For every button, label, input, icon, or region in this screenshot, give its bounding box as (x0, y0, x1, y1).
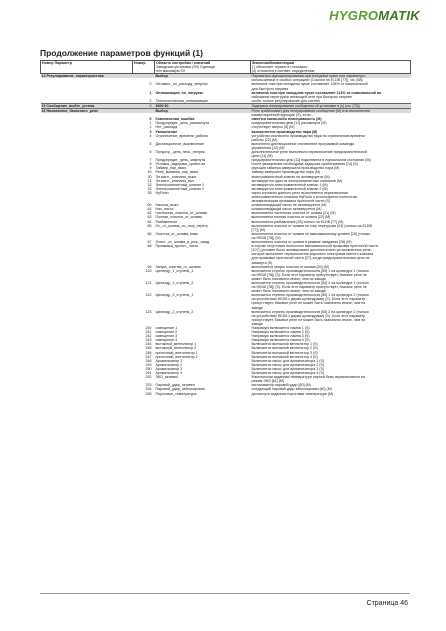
number-cell: 60 (147, 203, 152, 208)
number-cell: 4 (149, 133, 152, 138)
value-cell: Выбор (155, 109, 251, 114)
comment-cell: Включается насос для ароматизатора 1 (S) (251, 358, 325, 363)
comment-cell: для промывки проточной части [27], когда предохранительная цепь не (251, 256, 370, 261)
value-cell: освещение 4 (155, 338, 178, 343)
page-number: Страница 46 (366, 600, 408, 607)
value-cell: Электромагнитный_клапан 1 (155, 182, 204, 187)
comment-cell: отсутствует запрос [5] (М) (251, 125, 295, 130)
footer-divider (40, 593, 410, 594)
number-cell: 1 (149, 90, 152, 95)
number-cell: 31 (147, 178, 152, 183)
hygromatik-logo: HYGROMATIK (329, 8, 420, 23)
comment-cell: выполняется очистка от шлама по току перегрузки [24] (только на ELDB (251, 223, 372, 228)
value-cell: Пороговое_температура (155, 391, 197, 396)
comment-cell: автоматическая промывка проточной части (S) (251, 199, 331, 204)
value-cell: Запуск_очистки_от_шлама (155, 264, 201, 269)
number-cell: 253 (145, 383, 152, 388)
value-cell: Цилиндр_2_ступень_1 (155, 293, 194, 298)
value-cell: Оптимизация_по_нагрузке (155, 90, 204, 95)
value-cell: Электромагнитный_клапан 2 (155, 186, 204, 191)
number-cell: 252 (145, 375, 152, 380)
value-cell: Предохр._цепь_неск._непрек. (155, 149, 206, 154)
number-cell: 8 (149, 162, 152, 167)
number-cell: 245 (145, 346, 152, 351)
value-cell: Цилиндр_2_ступень_2 (155, 309, 194, 314)
comment-cell: величина тока при холодном пуске составляет 113% от номинальной во (251, 90, 382, 95)
comment-cell: присутствует, базовое реле не может быть назначено иначе, чем на (251, 301, 366, 306)
number-cell: 7 (149, 158, 152, 163)
comment-cell: выполняется очистка от шлама по максимальному уровню [25] (только (251, 231, 371, 236)
value-cell: Эл.магн._клапаны_вкл. (155, 178, 195, 183)
comment-cell: выполняется производство пара (М) (251, 129, 318, 134)
value-cell: Цилиндр_1_ступень_1 (155, 268, 194, 273)
number-cell: 66 (147, 231, 152, 236)
comment-cell: Напрямую включается лампа 1 (S) (251, 326, 310, 330)
parameter-table (40, 60, 411, 396)
page-title: Продолжение параметров функций (1) (40, 48, 203, 58)
param-cell: 15 Сообщение_выбег_устана. (41, 103, 133, 108)
value-cell: Условия_задержки_сработ-ки (155, 162, 206, 167)
number-cell: 69 (147, 264, 152, 269)
number-cell: 123 (145, 309, 152, 314)
comment-cell: выполняется полная очистка от шлама [22] (М) (251, 215, 331, 220)
comment-cell: активируется электромагнитный клапан 1 (М) (251, 182, 328, 187)
value-cell: Эл.магн._клапаны_выкл. (155, 174, 198, 179)
comment-cell: включается ступень производительности [60] 2 на цилиндре 1 (только (251, 280, 369, 285)
number-cell: 122 (145, 293, 152, 298)
comment-cell: [77]) (М) (251, 227, 266, 232)
comment-cell: Включается насос для ароматизатора 4 (S) (251, 371, 325, 376)
number-cell: 0 (149, 82, 152, 87)
value-cell: HyFlush (155, 190, 169, 195)
value-cell: Ограничение_времени_работы (155, 133, 209, 138)
value-cell: Предупредит._цепь_замкнута (155, 158, 206, 163)
comment-cell: замкнута (S) (251, 260, 273, 265)
comment-cell: Включается насос для ароматизатора 3 (S) (251, 366, 325, 371)
comment-cell: Фактическая заданная температура парной бани переключается на (251, 375, 366, 380)
value-cell: Таймер_пар_выкл. (155, 166, 188, 171)
value-cell: Очист._от_шлама_в_реж._ожид. (155, 240, 210, 245)
number-cell: 2 (149, 125, 152, 130)
comment-cell: может быть назначено иначе, чем на заводе (251, 289, 326, 294)
comment-cell: работы [22] (М) (251, 137, 278, 142)
number-cell: 247 (145, 354, 152, 359)
value-cell: освещение 2 (155, 330, 178, 335)
value-cell: Выбор (155, 74, 251, 79)
value-cell: Ароматизатор 3 (155, 366, 183, 371)
comment-cell: Включается вытяжной вентилятор 1 (S) (251, 342, 318, 347)
number-cell: 64 (147, 219, 152, 224)
number-cell: 67 (147, 240, 152, 245)
header-comment: Значения/Комментарии [ ] объясняет термин в глоссарии (z) относится к соответ. определению (251, 61, 411, 74)
comment-cell: включается ступень производительности [60] 2 на цилиндре 2 (только (251, 309, 369, 314)
comment-cell: достигнута заданная пороговая температура (М) (251, 391, 334, 396)
comment-cell: на устройствах HKD8 с двумя цилиндрами) (S). Если этот параметр (251, 297, 366, 302)
value-cell: Комплексная_ошибка (155, 117, 195, 122)
value-cell: Увлажнение (155, 129, 178, 134)
comment-cell: функция таймера завершила производство пара (М) (251, 166, 340, 171)
value-cell: приточный_вентилятор 1 (155, 350, 198, 355)
value-cell: Паровой_удар_заблокирован (155, 387, 205, 392)
number-cell: 32 (147, 182, 152, 187)
number-cell: 1 (149, 121, 152, 126)
number-cell: 255 (145, 391, 152, 396)
comment-cell: выполняется разбавление [25] только на ELDB [77] (М) (251, 219, 344, 224)
comment-cell: Напрямую включается лампа 3 (S) (251, 334, 310, 339)
comment-cell: используемые в особых ситуациях (Ссылка на ELDB [77]), см. [68] (251, 78, 363, 83)
value-cell: ЭКО_активно (155, 375, 179, 380)
value-cell: освещение 1 (155, 326, 178, 330)
number-cell: 68 (147, 244, 152, 249)
number-cell: 63 (147, 215, 152, 220)
comment-cell: режим ЭКО [61] (М) (251, 379, 285, 384)
number-cell: 246 (145, 350, 152, 355)
number-cell: 240 (145, 326, 152, 330)
value-cell: вытяжной_вентилятор 1 (155, 342, 197, 347)
number-cell: 61 (147, 207, 152, 212)
value-cell: Ароматизатор 1 (155, 358, 183, 363)
value-cell: Разбавление (155, 219, 178, 224)
comment-cell: заводе (251, 305, 264, 310)
comment-cell: на HKD8 [78]) (М) (251, 235, 281, 240)
number-cell: 244 (145, 342, 152, 347)
comment-cell: избежание перегрузки питающей сети при быстром нагреве (251, 94, 352, 99)
param-cell (41, 392, 133, 396)
number-cell: 0 (133, 103, 155, 108)
comment-cell: на HKD8 [78]) (S). Если этот параметр присутствует, базовое реле не (251, 272, 367, 277)
comment-cell: Включается вытяжной вентилятор 2 (S) (251, 346, 318, 351)
header-param: Номер Параметр (41, 61, 133, 74)
number-cell: 9 (149, 166, 152, 171)
value-cell: Цилиндр_1_ступень_2 (155, 280, 194, 285)
comment-cell: Параметры функционирования при холодном пуске или параметры, (251, 74, 411, 79)
comment-cell: дополнительное реле выполнило переключение предохранительной (251, 149, 367, 154)
number-cell: 250 (145, 366, 152, 371)
table-body (41, 74, 411, 396)
comment-cell: включается ступень производительности [60] 1 на цилиндре 1 (только (251, 268, 369, 273)
comment-cell: включается ступень производительности [60] 1 на цилиндре 2 (только (251, 293, 369, 298)
number-cell: 249 (145, 362, 152, 367)
comment-cell: на HKD8 [78]) (S). Если этот параметр присутствует, базовое реле не (251, 285, 367, 290)
value-cell: приточный_вентилятор 2 (155, 354, 198, 359)
number-cell: 251 (145, 371, 152, 376)
param-cell: 16 Назначение_базисного_реле (41, 109, 133, 114)
comment-cell: имеется какая-либо неисправность (М) (251, 117, 322, 122)
comment-cell: Напрямую включается лампа 2 (S) (251, 330, 310, 335)
comment-cell: Включается вытяжной вентилятор 4 (S) (251, 354, 318, 359)
value-cell: Технологическая_оптимизация (155, 98, 208, 103)
number-cell: 35 (147, 190, 152, 195)
comment-cell: присутствует, базовое реле не может быть назначено иначе, чем на (251, 317, 366, 322)
value-cell: Реле_времени_пар_выкл. (155, 170, 200, 175)
comment-cell: выполняется частичная очистка от шлама [21] (М) (251, 211, 336, 216)
value-cell: Оптимиз._по_расходу_энергии (155, 82, 208, 87)
comment-cell: которое выполняет переключение впускного электромагнитного клапана (251, 252, 374, 257)
comment-cell: предохранительная цепь [11] разомкнута (М) (251, 121, 327, 126)
comment-cell: может быть назначено иначе, чем на заводе (251, 276, 326, 281)
number-cell: 10 (147, 170, 152, 175)
value-cell: Полная_очистка_от_шлама (155, 215, 202, 220)
comment-cell: выполняется запуск очистки от шлама [20] (М) (251, 264, 330, 269)
number-cell: 254 (145, 387, 152, 392)
comment-cell: на устройствах HKD8 с двумя цилиндрами) (S). Если этот параметр (251, 313, 366, 318)
comment-cell: в случае отсутствия полностью автоматической промывки проточной части (251, 244, 378, 249)
comment-cell: Включается вытяжной вентилятор 3 (S) (251, 350, 318, 355)
comment-cell: Задержка генерирования сообщения об установке в [с] (см. [75]) (251, 103, 411, 108)
value-cell: Промывка_проточ._части (155, 244, 199, 249)
comment-cell: выполнено дистанционное отключение программой команды (251, 141, 355, 146)
number-cell: 243 (145, 338, 152, 343)
comment-cell: заводе (251, 321, 264, 326)
comment-cell: сигнализатор паровой удар [60] (М) (251, 383, 311, 388)
value-cell: От._от_шлама_по_току_перегр. (155, 223, 209, 228)
comment-cell: шламоотводящий насос не активируется (М) (251, 203, 327, 208)
comment-cell: следующий паровой удар заблокирован [60] (М) (251, 387, 332, 392)
number-cell: 248 (145, 358, 152, 363)
param-cell: 14 Регулирование_характеристика (41, 74, 133, 79)
comment-cell: активируется электромагнитный клапан 2 (М) (251, 186, 328, 191)
value-cell: освещение 3 (155, 334, 178, 339)
comment-cell: устройство исключено производство пара по ограничению времени (251, 133, 365, 138)
value-cell: Ароматизатор 4 (155, 371, 183, 376)
comment-cell: величина тока при холодном пуске составляет 128% от номинальной (251, 82, 368, 87)
comment-cell: электромагнитный клапан не активируется (М) (251, 174, 330, 179)
number-cell: 65 (147, 223, 152, 228)
value-cell: Паровой_удар_активен (155, 383, 195, 388)
value-cell: Нас_насос (155, 207, 174, 212)
table-header-row (41, 61, 411, 74)
comment-cell: после увлажнения необходима задержка срабатывания [74] (S) (251, 162, 358, 167)
comment-cell: электромагнитного клапана HyFlush и используется полностью (251, 195, 358, 199)
number-cell: 120 (145, 268, 152, 273)
header-number: Номер (133, 61, 155, 74)
number-cell: 2 (149, 98, 152, 103)
value-cell: Ароматизатор 2 (155, 362, 183, 367)
comment-cell: управления [12] (М) (251, 145, 285, 150)
comment-cell: Реле срабатывает для генерирования сообщения (М) или выполнения (251, 109, 411, 114)
header-range: Область настройки / значений Заводская установка (SV) Единица min максимум SV (155, 61, 251, 74)
number-cell: 6 (149, 149, 152, 154)
value-cell: Частичная_очистка_от_шлама (155, 211, 208, 216)
number-cell: 62 (147, 211, 152, 216)
value-cell: вытяжной_вентилятор 2 (155, 346, 197, 351)
value-cell: Предупредит._цель_разомкнута (155, 121, 209, 126)
number-cell: 242 (145, 334, 152, 339)
comment-cell: шламоотводящий насос активируется (М) (251, 207, 322, 212)
comment-cell: [107] (условие было активировано дополнительно установленное реле, (251, 248, 372, 253)
number-cell: 0 (149, 117, 152, 122)
comment-cell: выполняется очистка от шлама в режиме ожидания [26] (М) (251, 240, 352, 245)
comment-cell: Включается насос для ароматизатора 2 (S) (251, 362, 325, 367)
comment-cell: предохранительная цепь [11] подключена в нормальном состоянии (М) (251, 158, 371, 163)
value-cell: Очистка_от_шлама_макс (155, 231, 199, 236)
comment-cell: для быстрого нагрева (251, 86, 289, 91)
comment-cell: коммутационной функции (S), если... (251, 113, 314, 118)
number-cell: 121 (145, 280, 152, 285)
value-cell: Насосы_выкл (155, 203, 179, 208)
comment-cell: цепи [11] (М) (251, 154, 273, 159)
table-row (41, 392, 411, 396)
value-cell: Нет_расхода (155, 125, 178, 130)
comment-cell: через контакты данного реле выполняется переключение (251, 190, 348, 195)
value-cell: 3600 60 (155, 103, 251, 108)
value-cell: Дистанционное_выключение (155, 141, 205, 146)
comment-cell: особо точное регулирование для систем (251, 98, 320, 103)
number-cell: 3 (149, 129, 152, 134)
number-cell: 30 (147, 174, 152, 179)
number-cell: 5 (149, 141, 152, 146)
comment-cell: Напрямую включается лампа 4 (S) (251, 338, 310, 343)
comment-cell: таймер завершил производство пара (М) (251, 170, 321, 175)
number-cell: 241 (145, 330, 152, 335)
number-cell: 33 (147, 186, 152, 191)
comment-cell: активируется один из электромагнитных клапанов (М) (251, 178, 343, 183)
